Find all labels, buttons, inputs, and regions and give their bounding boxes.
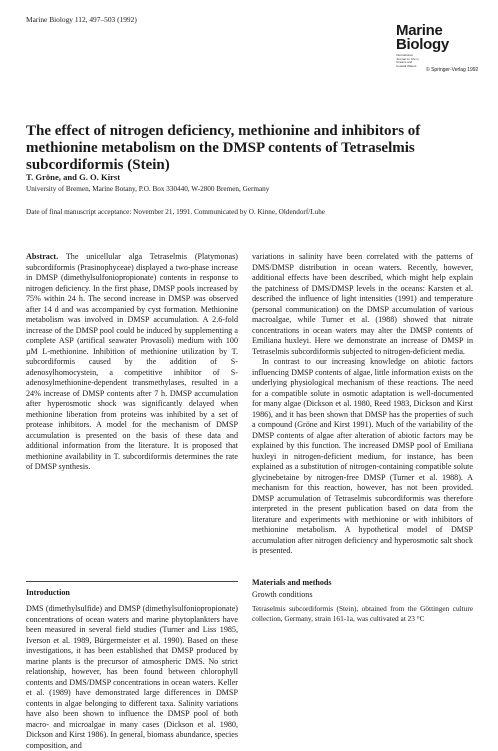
right-paragraph-2: In contrast to our increasing knowledge on abiotic factors influencing DMSP contents of algae, little information exists on the underlying physiological mechanism of these reactions. The need for a compatible solute in osmotic adaptation is well-documented for many algae (Dickson et al. 1980, Reed 1983, Dickson and Kirst 1986), and it has been shown that DMSP has the properties of such a compound (Gröne and Kirst 1991). Much of the variability of the DMSP contents of algae after alteration of abiotic factors may be explained by this function. The increased DMSP pool of Emiliana huxleyi in nitrogen-deficient medium, for instance, has been explained as a substitution of nitrogen-containing compatible solute glycinebetaine by nitrogen-free DMSP (Turner et al. 1988). A mechanism for this reaction, however, has not been provided. DMSP accumulation of Tetraselmis subcordiformis was therefore interpreted in the present publication based on data from the literature and experiments with methionine or with inhibitors of methionine metabolism. A hypothetical model of DMSP accumulation after nitrogen deficiency and hyperosmotic salt shock is presented. [252, 357, 473, 555]
article-authors: T. Gröne, and G. O. Kirst [26, 172, 121, 182]
right-paragraph-1: variations in salinity have been correlated with the patterns of DMS/DMSP distribution in ocean waters. Recently, however, additional effects have been described, which might help explain the patchiness of DMS/DMSP levels in the oceans: Karsten et al. described the influence of light intensities (1991) and temperature (personal communication) on the DMSP accumulation of various macroalgae, while Turner et al. (1988) showed that nitrate concentrations in ocean waters may alter the DMSP contents of Emiliana huxleyi. Here we demonstrate an increase of DMSP in Tetraselmis subcordiformis subjected to nitrogen-deficient media. [252, 252, 473, 356]
abstract-text: The unicellular alga Tetraselmis (Platymonas) subcordiformis (Prasinophyceae) displayed a two-phase increase in DMSP (dimethylsulfoniopropionate) contents in response to nitrogen deficiency. In the first phase, DMSP pools increased by 75% within 24 h. The second increase in DMSP was observed after 14 d and was accompanied by cyst formation. Methionine metabolism was involved in DMSP accumulation. A 2.6-fold increase of the DMSP pool could be induced by supplementing a complete ASP (artifical seawater Provasoli) medium with 100 µM L-methionine. Inhibition of methionine utilization by T. subcordiformis caused by the addition of S-adenosylhomocystein, a competitive inhibitor of S-adenosylmethionine-dependent transmethylases, resulted in a 24% increase of DMSP contents after 7 h. DMSP accumulation after hyperosmotic shock was significantly delayed when methionine liberation from proteins was inhibited by a set of protease inhibitors. A model for the mechanism of DMSP accumulation is presented on the basis of these data and additional information from the literature. It is proposed that methionine availability in T. subcordiformis determines the rate of DMSP synthesis. [26, 252, 238, 471]
logo-line-biology: Biology [396, 36, 449, 53]
acceptance-date: Date of final manuscript acceptance: November 21, 1991. Communicated by O. Kinne, Oldendorf/Luhe [26, 208, 325, 216]
right-column [252, 252, 473, 557]
section-divider [26, 581, 238, 582]
abstract-block [26, 252, 238, 473]
logo-line-marine: Marine [396, 22, 443, 39]
logo-subtitle: International Journal on Life in Oceans and Coastal Waters [396, 53, 419, 68]
author-affiliation: University of Bremen, Marine Botany, P.O. Box 330440, W-2800 Bremen, Germany [26, 185, 270, 193]
methods-heading: Materials and methods [252, 578, 332, 587]
article-title: The effect of nitrogen deficiency, methionine and inhibitors of methionine metabolism on the DMSP contents of Tetraselmis subcordiformis (Stein) [26, 123, 421, 173]
copyright-notice: © Springer-Verlag 1992 [426, 67, 479, 73]
abstract-label: Abstract. [26, 252, 59, 261]
introduction-text: DMS (dimethylsulfide) and DMSP (dimethylsulfoniopropionate) concentrations of ocean waters and marine phytoplankters have been measured in several field studies (Turner and Liss 1985, Iverson et al. 1989, Bürgermeister et al. 1990). Based on these investigations, it has been established that DMSP produced by marine plants is the precursor of atmospheric DMS. No strict relationship, however, has been found between chlorophyll contents and DMS/DMSP concentrations in ocean waters. Keller et al. (1989) have demonstrated large differences in DMSP contents in algae belonging to different taxa. Salinity variations have also been shown to influence the DMSP pool of both macro- and microalgae in many cases (Dickson et al. 1980, Dickson and Kirst 1986). In general, biomass abundance, species composition, and [26, 604, 238, 750]
journal-reference: Marine Biology 112, 497–503 (1992) [26, 15, 137, 24]
journal-logo [396, 22, 479, 73]
introduction-heading: Introduction [26, 588, 70, 597]
growth-conditions-heading: Growth conditions [252, 590, 313, 599]
methods-text: Tetraselmis subcordiformis (Stein), obtained from the Göttingen culture collection, Germany, strain 161-1a, was cultivated at 23 °C [252, 604, 473, 623]
